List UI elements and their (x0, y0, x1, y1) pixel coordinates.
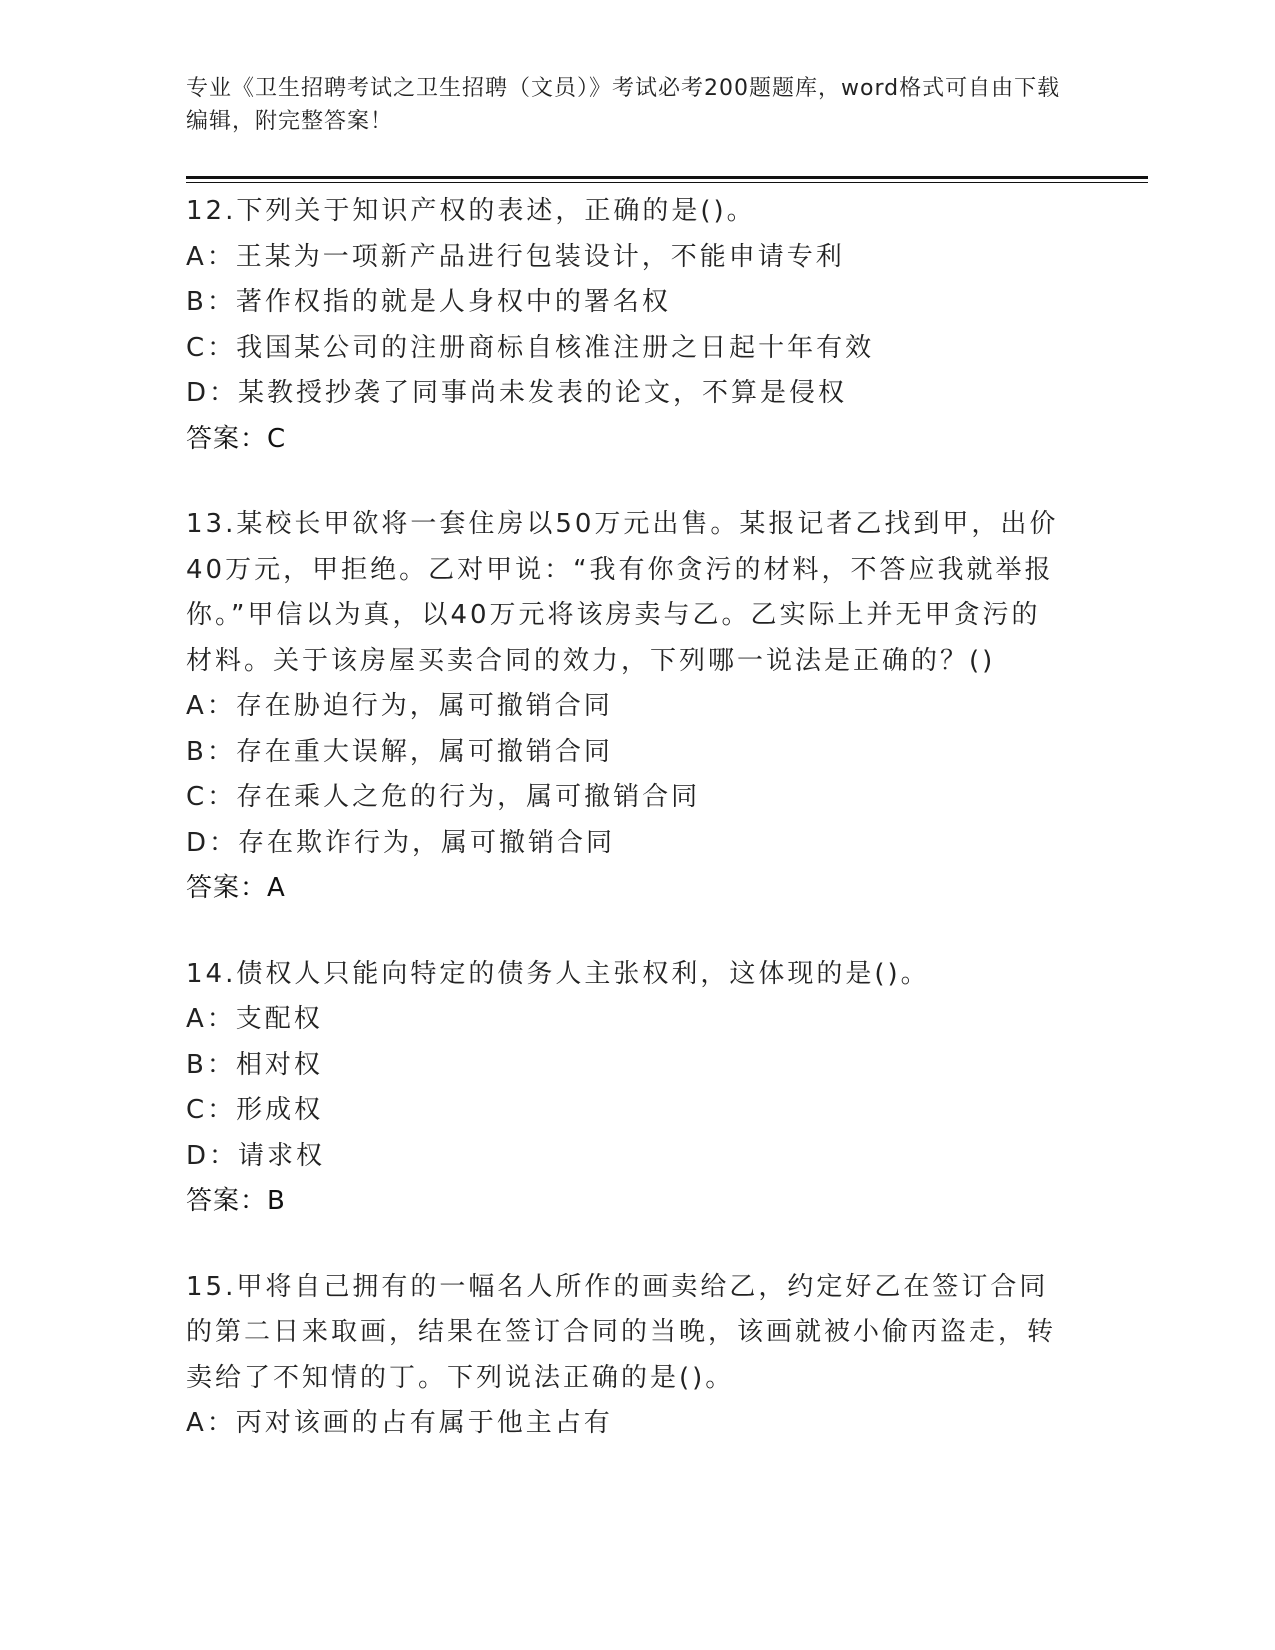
question-15 (186, 1265, 1066, 1447)
question-13 (186, 502, 1066, 912)
question-stem: 13.某校长甲欲将一套住房以50万元出售。某报记者乙找到甲，出价40万元，甲拒绝。乙对甲说：“我有你贪污的材料，不答应我就举报你。”甲信以为真，以40万元将该房卖与乙。乙实际上并无甲贪污的材料。关于该房屋买卖合同的效力，下列哪一说法是正确的？() (186, 509, 1059, 676)
question-stem: 14.债权人只能向特定的债务人主张权利，这体现的是()。 (186, 958, 930, 989)
answer-value: C (267, 423, 287, 454)
question-12 (186, 189, 1066, 462)
option-a: A：丙对该画的占有属于他主占有 (186, 1408, 613, 1438)
option-a: A：支配权 (186, 1004, 323, 1034)
option-c: C：形成权 (186, 1095, 324, 1125)
answer-value: B (267, 1186, 286, 1216)
answer-label: 答案： (186, 423, 268, 454)
question-stem: 15.甲将自己拥有的一幅名人所作的画卖给乙，约定好乙在签订合同的第二日来取画，结果在签订合同的当晚，该画就被小偷丙盗走，转卖给了不知情的丁。下列说法正确的是()。 (186, 1271, 1057, 1393)
option-a: A：王某为一项新产品进行包装设计，不能申请专利 (186, 241, 845, 272)
option-b: B：相对权 (186, 1049, 323, 1080)
header-rule-thick (186, 176, 1148, 179)
option-c: C：我国某公司的注册商标自核准注册之日起十年有效 (186, 332, 875, 363)
option-d: D：请求权 (186, 1140, 326, 1171)
option-d: D：某教授抄袭了同事尚未发表的论文，不算是侵权 (186, 378, 848, 408)
question-list (186, 189, 1066, 1487)
answer-label: 答案： (186, 1186, 268, 1216)
question-stem: 12.下列关于知识产权的表述，正确的是()。 (186, 196, 756, 226)
question-14 (186, 952, 1066, 1225)
answer-label: 答案： (186, 873, 268, 903)
option-b: B：存在重大误解，属可撤销合同 (186, 736, 613, 767)
answer-line (186, 1179, 1066, 1225)
answer-value: A (267, 873, 286, 903)
option-c: C：存在乘人之危的行为，属可撤销合同 (186, 782, 701, 812)
header-rule-thin (186, 182, 1148, 183)
option-b: B：著作权指的就是人身权中的署名权 (186, 287, 671, 317)
answer-line (186, 866, 1066, 912)
option-d: D：存在欺诈行为，属可撤销合同 (186, 827, 616, 858)
page-header: 专业《卫生招聘考试之卫生招聘（文员）》考试必考200题题库，word格式可自由下载编辑，附完整答案！ (186, 76, 1061, 134)
option-a: A：存在胁迫行为，属可撤销合同 (186, 691, 613, 721)
answer-line (186, 417, 1066, 463)
